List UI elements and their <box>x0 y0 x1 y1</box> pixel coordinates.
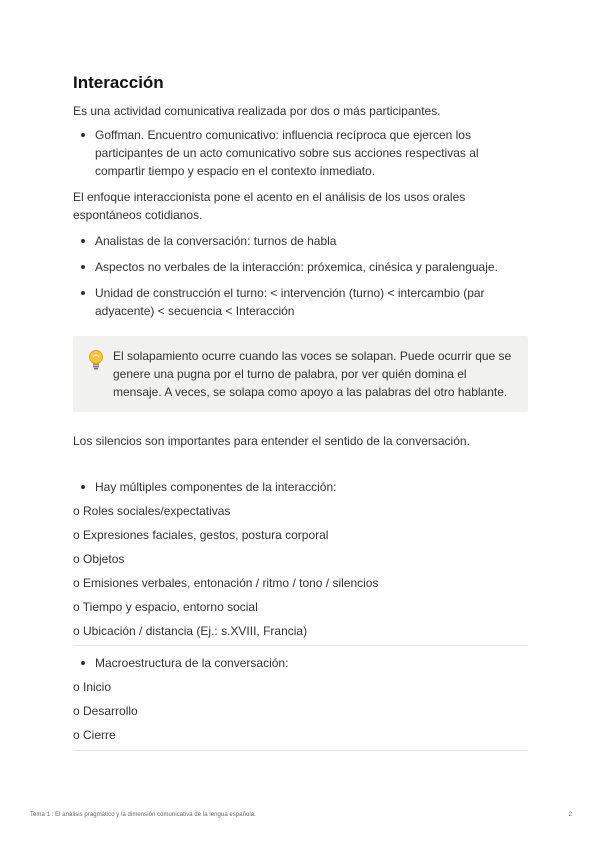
sub-item: o Expresiones faciales, gestos, postura corporal <box>73 528 329 542</box>
page-number: 2 <box>568 812 572 818</box>
tip-callout <box>73 336 528 412</box>
sub-item: o Ubicación / distancia (Ej.: s.XVIII, Francia) <box>73 624 308 638</box>
list-item: Unidad de construcción el turno: < intervención (turno) < intercambio (par adyacente) < secuencia < Interacción <box>73 284 528 320</box>
list-item: Macroestructura de la conversación: <box>73 654 528 672</box>
macro-list <box>73 654 528 672</box>
lightbulb-icon <box>87 347 113 376</box>
list-item: Aspectos no verbales de la interacción: próxemica, cinésica y paralenguaje. <box>73 258 528 276</box>
list-item: Hay múltiples componentes de la interacción: <box>73 478 528 496</box>
macro-sublist <box>73 678 528 744</box>
sub-item: o Emisiones verbales, entonación / ritmo / tono / silencios <box>73 576 379 590</box>
footer-title: Tema 1 : El análisis pragmático y la dimensión comunicativa de la lengua española. <box>30 812 256 818</box>
sub-item: o Cierre <box>73 728 116 742</box>
goffman-list <box>73 126 528 180</box>
interactionist-paragraph: El enfoque interaccionista pone el acento en el análisis de los usos orales espontáneos cotidianos. <box>73 190 466 222</box>
components-sublist <box>73 502 528 640</box>
page-footer <box>30 812 572 818</box>
sub-item: o Desarrollo <box>73 704 138 718</box>
sub-item: o Inicio <box>73 680 112 694</box>
analysis-list <box>73 232 528 320</box>
callout-text: El solapamiento ocurre cuando las voces se solapan. Puede ocurrir que se genere una pugna por el turno de palabra, por ver quién domina el mensaje. A veces, se solapa como apoyo a las palabras del otro hablante. <box>113 349 512 399</box>
divider <box>73 645 528 646</box>
list-item: Goffman. Encuentro comunicativo: influencia recíproca que ejercen los participantes de un acto comunicativo sobre sus acciones respectivas al compartir tiempo y espacio en el contexto inmediato. <box>73 126 528 180</box>
page-content <box>73 70 528 751</box>
section-heading: Interacción <box>73 73 164 92</box>
sub-item: o Objetos <box>73 552 125 566</box>
intro-paragraph: Es una actividad comunicativa realizada por dos o más participantes. <box>73 104 441 118</box>
sub-item: o Roles sociales/expectativas <box>73 504 231 518</box>
divider <box>73 750 528 751</box>
silences-paragraph: Los silencios son importantes para entender el sentido de la conversación. <box>73 434 470 448</box>
components-list <box>73 478 528 496</box>
list-item: Analistas de la conversación: turnos de habla <box>73 232 528 250</box>
sub-item: o Tiempo y espacio, entorno social <box>73 600 258 614</box>
